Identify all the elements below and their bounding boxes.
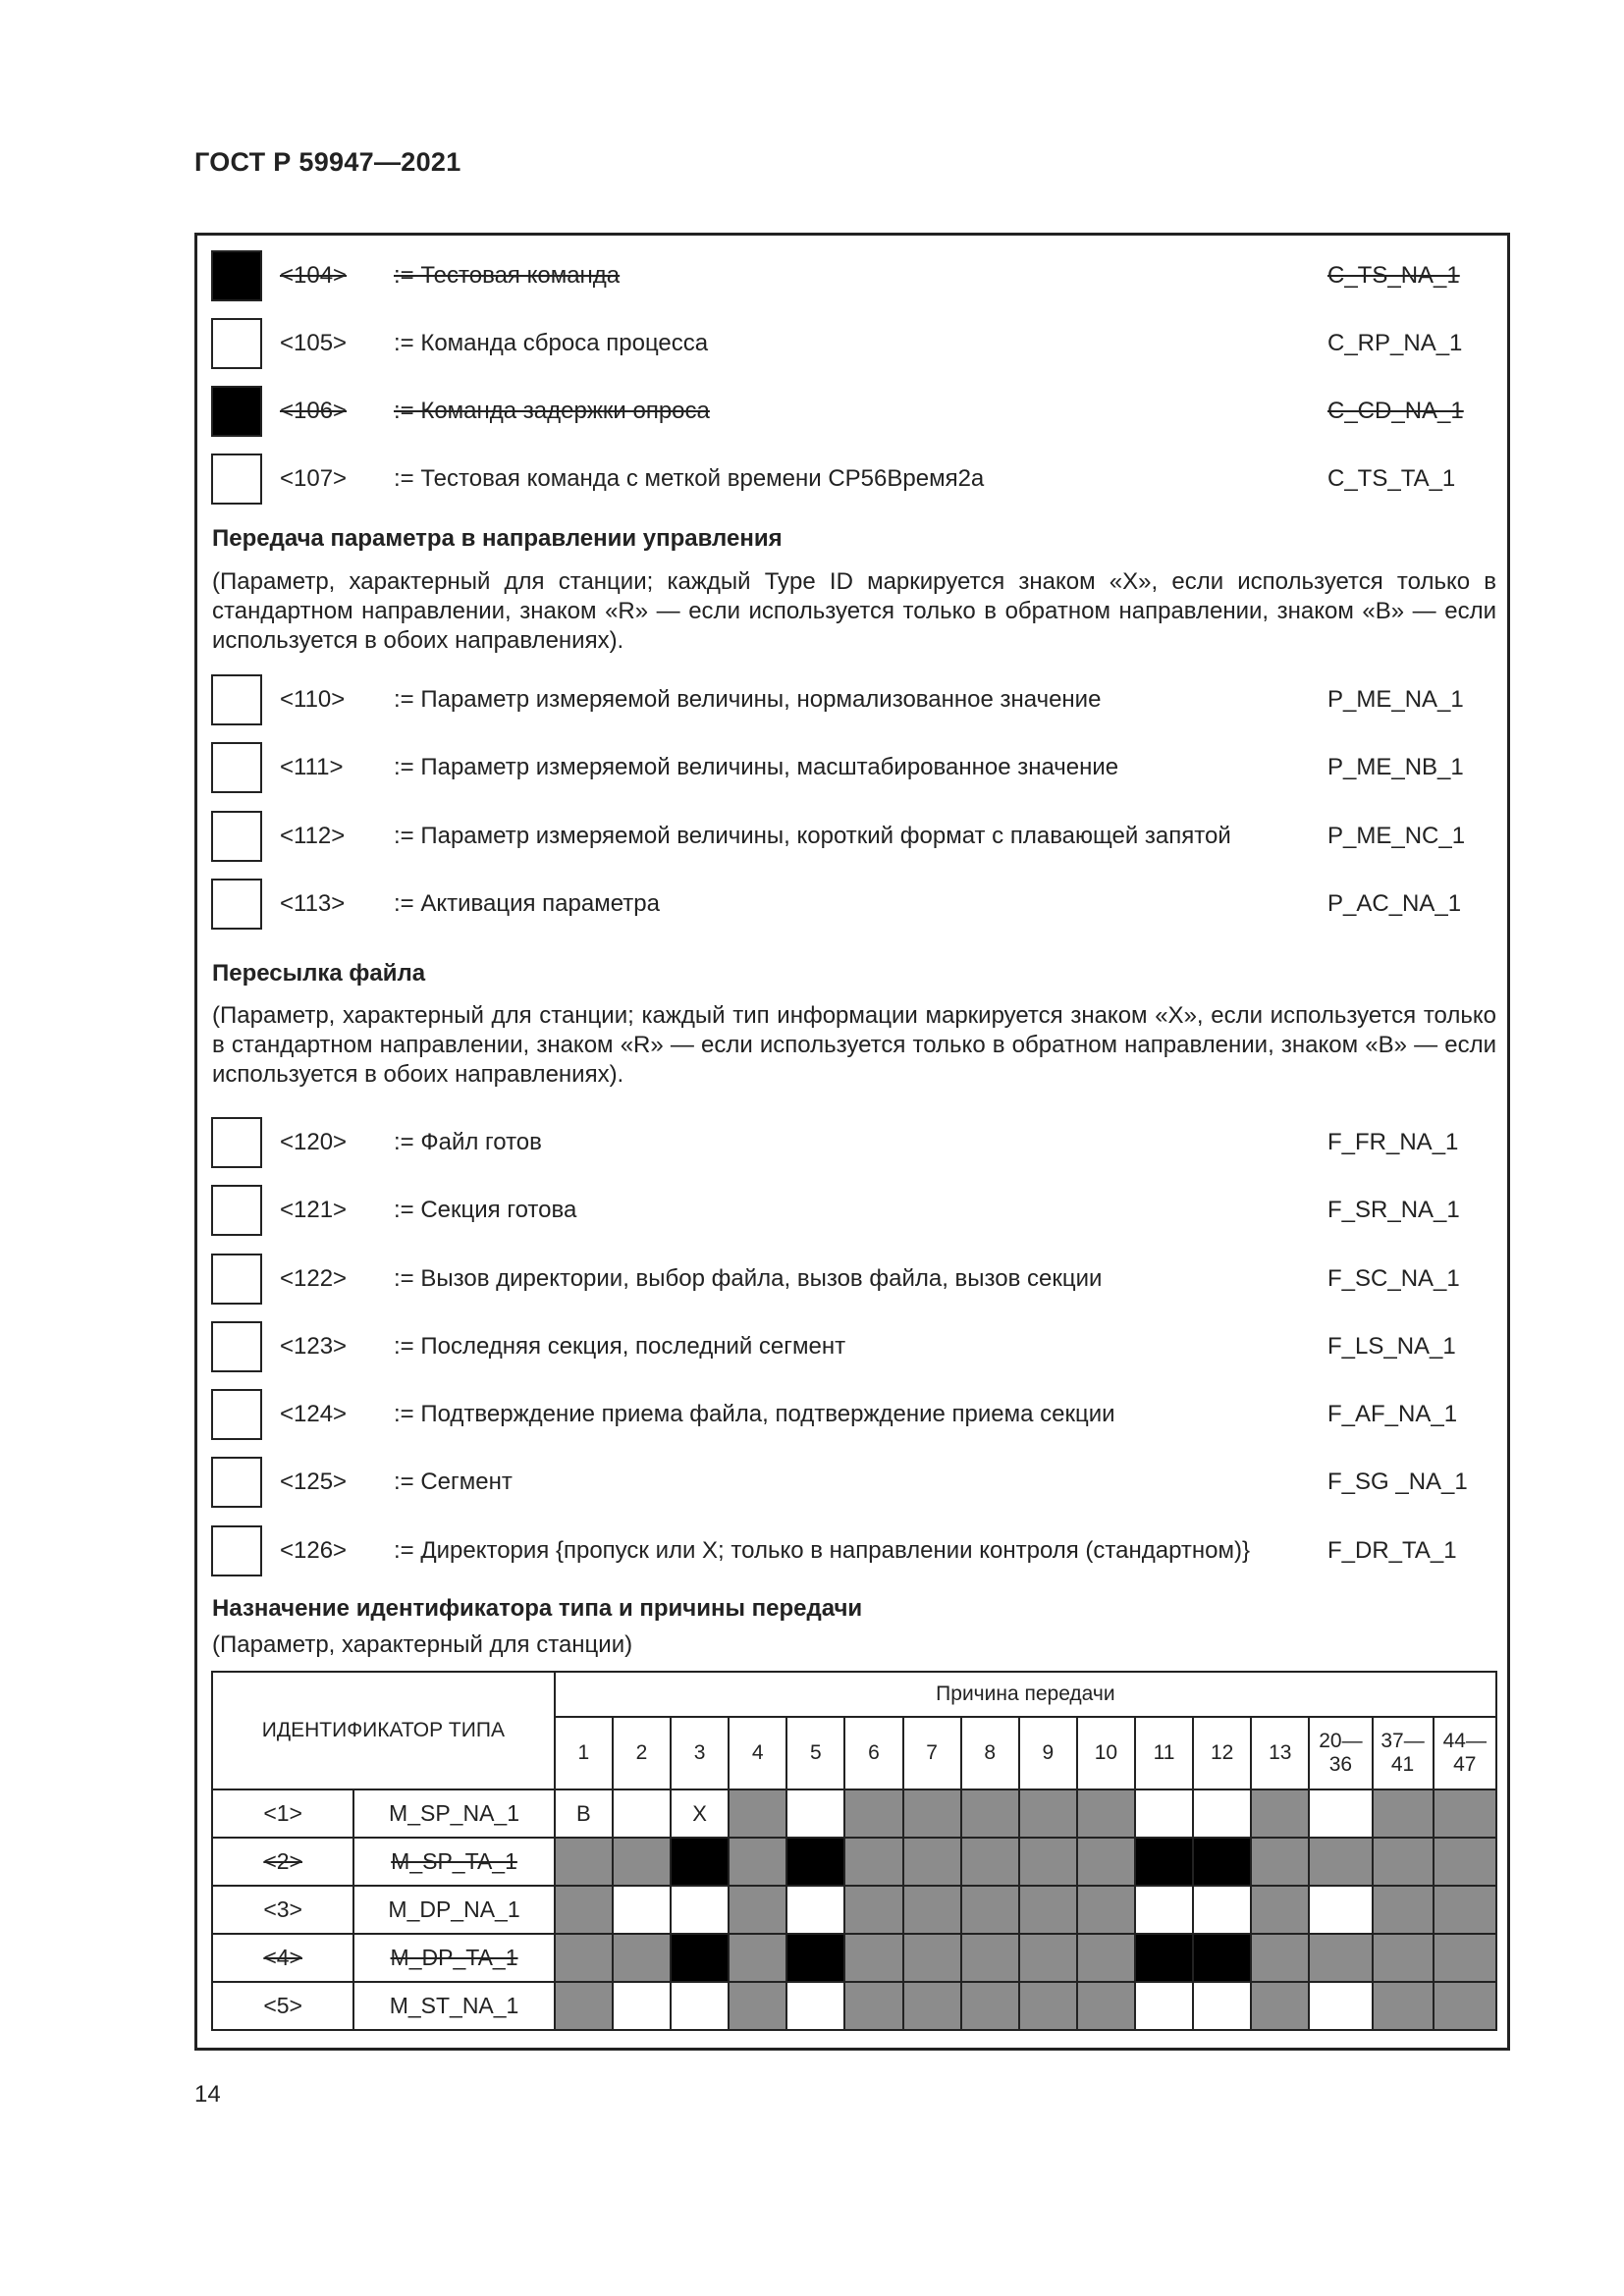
type-identifier: F_SG _NA_1: [1327, 1468, 1468, 1495]
type-code: <121>: [280, 1197, 348, 1223]
cause-cell[interactable]: [1135, 1982, 1193, 2030]
type-row-122: [211, 1254, 1497, 1308]
checkbox-125[interactable]: [211, 1457, 262, 1508]
cause-cell: [729, 1789, 786, 1838]
type-code: <3>: [263, 1896, 302, 1922]
cause-column-header: 10: [1077, 1717, 1135, 1789]
type-description: := Тестовая команда с меткой времени CP56Время2а: [394, 465, 985, 492]
table-row: [212, 1789, 1496, 1838]
checkbox-105[interactable]: [211, 318, 262, 369]
type-identifier-cell: [353, 1789, 554, 1838]
cause-cell: [1251, 1789, 1309, 1838]
cause-cell: [844, 1886, 902, 1934]
cause-cell: [1373, 1982, 1434, 2030]
type-code: <104>: [280, 262, 348, 289]
type-code: <126>: [280, 1537, 348, 1564]
type-identifier-cell: [353, 1934, 554, 1982]
cause-cell: [903, 1789, 961, 1838]
section-title-assignment: Назначение идентификатора типа и причины передачи: [212, 1595, 863, 1622]
checkbox-107[interactable]: [211, 454, 262, 505]
type-description: := Активация параметра: [394, 890, 660, 917]
cause-cell[interactable]: [1135, 1789, 1193, 1838]
cause-cell: [786, 1838, 844, 1886]
cause-cell: [1077, 1934, 1135, 1982]
type-identifier: C_RP_NA_1: [1327, 330, 1463, 356]
cause-cell: [613, 1838, 671, 1886]
checkbox-121[interactable]: [211, 1185, 262, 1236]
cause-column-header: 6: [844, 1717, 902, 1789]
type-code: <123>: [280, 1333, 348, 1360]
cause-cell: [1434, 1789, 1496, 1838]
type-row-107: [211, 454, 1497, 508]
type-description: := Файл готов: [394, 1129, 542, 1155]
cause-column-header: 8: [961, 1717, 1019, 1789]
type-row-125: [211, 1457, 1497, 1512]
type-identifier: C_CD_NA_1: [1327, 398, 1464, 424]
cause-column-header: 20— 36: [1309, 1717, 1372, 1789]
type-identifier: M_ST_NA_1: [389, 1993, 519, 2018]
cause-cell: [1309, 1838, 1372, 1886]
cause-cell: [1193, 1838, 1251, 1886]
table-row: [212, 1934, 1496, 1982]
cause-cell[interactable]: [555, 1789, 613, 1838]
type-row-105: [211, 318, 1497, 373]
cause-cell: [844, 1789, 902, 1838]
cause-cell: [1193, 1934, 1251, 1982]
cause-cell: [786, 1934, 844, 1982]
checkbox-106[interactable]: [211, 386, 262, 437]
cause-cell[interactable]: [613, 1886, 671, 1934]
cause-cell: [1251, 1982, 1309, 2030]
cause-cell: [555, 1982, 613, 2030]
checkbox-113[interactable]: [211, 879, 262, 930]
type-description: := Вызов директории, выбор файла, вызов файла, вызов секции: [394, 1265, 1103, 1292]
cause-cell: [1077, 1982, 1135, 2030]
page-number: 14: [194, 2081, 221, 2108]
type-identifier-cell: [353, 1886, 554, 1934]
cause-cell: [1251, 1934, 1309, 1982]
cause-cell: [671, 1838, 729, 1886]
cause-cell[interactable]: [671, 1886, 729, 1934]
cause-cell: [1077, 1789, 1135, 1838]
cause-cell: [1077, 1838, 1135, 1886]
type-identifier: F_FR_NA_1: [1327, 1129, 1459, 1155]
content-frame: [194, 233, 1510, 2051]
type-description: := Параметр измеряемой величины, масштабированное значение: [394, 754, 1119, 780]
cause-header: Причина передачи: [555, 1672, 1496, 1717]
cause-column-header: 7: [903, 1717, 961, 1789]
type-description: := Сегмент: [394, 1468, 513, 1495]
cause-cell: [1434, 1838, 1496, 1886]
cause-cell: [1434, 1982, 1496, 2030]
cause-cell: [844, 1838, 902, 1886]
cause-cell: [555, 1838, 613, 1886]
type-description: := Директория {пропуск или X; только в направлении контроля (стандартном)}: [394, 1537, 1251, 1564]
type-code: <1>: [263, 1800, 302, 1826]
type-code: <112>: [280, 823, 346, 849]
cause-column-header: 9: [1019, 1717, 1077, 1789]
cause-cell: [729, 1934, 786, 1982]
type-code: <105>: [280, 330, 348, 356]
type-identifier: F_SC_NA_1: [1327, 1265, 1460, 1292]
cause-column-header: 1: [555, 1717, 613, 1789]
cause-column-header: 12: [1193, 1717, 1251, 1789]
type-row-111: [211, 742, 1497, 797]
type-row-124: [211, 1389, 1497, 1444]
cause-cell[interactable]: [1309, 1886, 1372, 1934]
type-description: := Тестовая команда: [394, 262, 621, 289]
section-note-parameter: (Параметр, характерный для станции; каждый Type ID маркируется знаком «X», если используется только в стандартном направлении, знаком «R» — если используется только в обратном направлении, знаком «B» — если используется в обоих направлениях).: [212, 568, 1496, 654]
type-code: <113>: [280, 890, 346, 917]
cause-cell: [844, 1934, 902, 1982]
cause-cell: [1251, 1838, 1309, 1886]
type-identifier: M_DP_TA_1: [390, 1945, 518, 1970]
cause-mark: X: [692, 1801, 707, 1826]
type-identifier: P_AC_NA_1: [1327, 890, 1462, 917]
cause-cell[interactable]: [613, 1982, 671, 2030]
cause-cell[interactable]: [1193, 1886, 1251, 1934]
cause-cell: [961, 1934, 1019, 1982]
cause-cell[interactable]: [671, 1982, 729, 2030]
cause-cell[interactable]: [1193, 1982, 1251, 2030]
cause-cell: [613, 1934, 671, 1982]
cause-cell: [1019, 1982, 1077, 2030]
cause-cell[interactable]: [786, 1886, 844, 1934]
cause-cell[interactable]: [1193, 1789, 1251, 1838]
table-row: [212, 1982, 1496, 2030]
cause-cell[interactable]: [671, 1789, 729, 1838]
section-note-file: (Параметр, характерный для станции; каждый тип информации маркируется знаком «X», если используется только в стандартном направлении, знаком «R» — если используется только в обратном направлении, знаком «B» — если используется в обоих направлениях).: [212, 1002, 1496, 1088]
cause-cell: [1019, 1789, 1077, 1838]
type-row-110: [211, 674, 1497, 729]
type-code: <4>: [263, 1945, 302, 1970]
checkbox-104[interactable]: [211, 250, 262, 301]
cause-cell: [729, 1982, 786, 2030]
type-row-112: [211, 811, 1497, 866]
type-description: := Секция готова: [394, 1197, 577, 1223]
type-code: <111>: [280, 754, 344, 780]
type-code: <106>: [280, 398, 348, 424]
type-code: <125>: [280, 1468, 348, 1495]
checkbox-126[interactable]: [211, 1525, 262, 1576]
type-row-126: [211, 1525, 1497, 1580]
cause-cell: [1077, 1886, 1135, 1934]
cause-cell[interactable]: [1309, 1789, 1372, 1838]
cause-cell: [1135, 1838, 1193, 1886]
type-identifier: F_LS_NA_1: [1327, 1333, 1456, 1360]
cause-cell: [1373, 1789, 1434, 1838]
cause-cell: [729, 1886, 786, 1934]
type-code: <122>: [280, 1265, 348, 1292]
section-title-file: Пересылка файла: [212, 960, 426, 987]
cause-cell: [1019, 1886, 1077, 1934]
cause-cell: [961, 1982, 1019, 2030]
type-description: := Последняя секция, последний сегмент: [394, 1333, 846, 1360]
type-code: <124>: [280, 1401, 348, 1427]
checkbox-120[interactable]: [211, 1117, 262, 1168]
type-identifier: P_ME_NB_1: [1327, 754, 1464, 780]
cause-column-header: 11: [1135, 1717, 1193, 1789]
cause-cell[interactable]: [786, 1982, 844, 2030]
type-code: <107>: [280, 465, 348, 492]
type-description: := Команда задержки опроса: [394, 398, 710, 424]
type-row-113: [211, 879, 1497, 934]
table-row: [212, 1886, 1496, 1934]
checkbox-110[interactable]: [211, 674, 262, 725]
section-note-assignment: (Параметр, характерный для станции): [212, 1631, 633, 1658]
type-identifier: F_SR_NA_1: [1327, 1197, 1460, 1223]
table-body: [212, 1789, 1496, 2030]
cause-cell: [1135, 1934, 1193, 1982]
cause-cell: [1434, 1886, 1496, 1934]
type-identifier: P_ME_NC_1: [1327, 823, 1466, 849]
cause-cell: [1373, 1934, 1434, 1982]
type-identifier: F_AF_NA_1: [1327, 1401, 1458, 1427]
type-identifier: M_DP_NA_1: [388, 1896, 520, 1922]
type-row-120: [211, 1117, 1497, 1172]
cause-mark: B: [575, 1801, 591, 1826]
cause-column-header: 37— 41: [1373, 1717, 1434, 1789]
cause-cell[interactable]: [1135, 1886, 1193, 1934]
type-identifier: F_DR_TA_1: [1327, 1537, 1457, 1564]
type-identifier: M_SP_TA_1: [391, 1848, 517, 1874]
type-row-123: [211, 1321, 1497, 1376]
checkbox-124[interactable]: [211, 1389, 262, 1440]
type-identifier: M_SP_NA_1: [389, 1800, 520, 1826]
type-code-cell: [212, 1982, 353, 2030]
cause-column-header: 2: [613, 1717, 671, 1789]
cause-cell[interactable]: [786, 1789, 844, 1838]
cause-column-header: 5: [786, 1717, 844, 1789]
cause-cell: [1251, 1886, 1309, 1934]
cause-cell[interactable]: [1309, 1982, 1372, 2030]
cause-column-header: 44— 47: [1434, 1717, 1496, 1789]
type-code: <5>: [263, 1993, 302, 2018]
type-identifier-cell: [353, 1838, 554, 1886]
type-row-106: [211, 386, 1497, 441]
document-header: ГОСТ Р 59947—2021: [194, 147, 461, 177]
cause-cell: [903, 1982, 961, 2030]
cause-cell: [903, 1886, 961, 1934]
cause-cell: [961, 1838, 1019, 1886]
checkbox-123[interactable]: [211, 1321, 262, 1372]
cause-column-header: 3: [671, 1717, 729, 1789]
cause-cell: [844, 1982, 902, 2030]
type-identifier: C_TS_NA_1: [1327, 262, 1460, 289]
table-row: [212, 1838, 1496, 1886]
type-code-cell: [212, 1886, 353, 1934]
type-identifier: C_TS_TA_1: [1327, 465, 1456, 492]
type-identifier: P_ME_NA_1: [1327, 686, 1464, 713]
type-description: := Подтверждение приема файла, подтверждение приема секции: [394, 1401, 1115, 1427]
cause-cell: [1373, 1886, 1434, 1934]
cause-cell: [961, 1886, 1019, 1934]
type-description: := Параметр измеряемой величины, нормализованное значение: [394, 686, 1102, 713]
cause-cell: [1434, 1934, 1496, 1982]
type-row-121: [211, 1185, 1497, 1240]
cause-cell: [903, 1934, 961, 1982]
type-description: := Параметр измеряемой величины, короткий формат с плавающей запятой: [394, 823, 1231, 849]
cause-assignment-table: [211, 1671, 1497, 2031]
section-title-parameter: Передача параметра в направлении управления: [212, 525, 783, 552]
cause-cell: [729, 1838, 786, 1886]
cause-cell: [1373, 1838, 1434, 1886]
type-description: := Команда сброса процесса: [394, 330, 709, 356]
cause-column-header: 13: [1251, 1717, 1309, 1789]
checkbox-112[interactable]: [211, 811, 262, 862]
cause-cell: [671, 1934, 729, 1982]
type-row-104: [211, 250, 1497, 305]
cause-cell: [1019, 1934, 1077, 1982]
cause-cell: [555, 1886, 613, 1934]
cause-cell: [961, 1789, 1019, 1838]
type-identifier-header: ИДЕНТИФИКАТОР ТИПА: [212, 1672, 555, 1789]
cause-cell[interactable]: [613, 1789, 671, 1838]
checkbox-122[interactable]: [211, 1254, 262, 1305]
type-code: <110>: [280, 686, 346, 713]
type-code-cell: [212, 1789, 353, 1838]
cause-column-header: 4: [729, 1717, 786, 1789]
type-code-cell: [212, 1934, 353, 1982]
checkbox-111[interactable]: [211, 742, 262, 793]
cause-cell: [1019, 1838, 1077, 1886]
type-code: <2>: [263, 1848, 302, 1874]
cause-cell: [555, 1934, 613, 1982]
type-identifier-cell: [353, 1982, 554, 2030]
cause-cell: [1309, 1934, 1372, 1982]
type-code: <120>: [280, 1129, 348, 1155]
cause-cell: [903, 1838, 961, 1886]
type-code-cell: [212, 1838, 353, 1886]
